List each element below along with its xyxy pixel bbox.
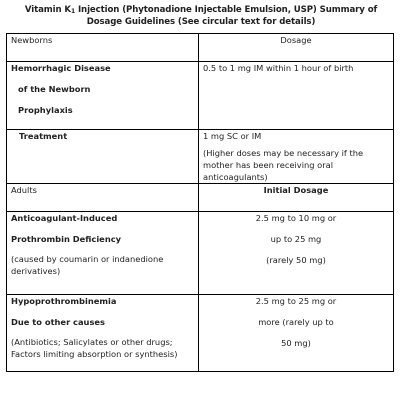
anticoagulant-cause: (caused by coumarin or indanedione derivatives) [11,254,164,276]
hypoprothrombinemia-dose3: 50 mg) [281,338,311,348]
document-title [12,5,390,28]
hemorrhagic-dose: 0.5 to 1 mg IM within 1 hour of birth [203,63,354,73]
treatment-dose: 1 mg SC or IM [203,131,262,141]
hemorrhagic-line1: Hemorrhagic Disease [11,63,111,73]
anticoagulant-line1: Anticoagulant-Induced [11,213,118,223]
anticoagulant-dose-cell [199,212,394,295]
adults-header-row [7,184,394,212]
adults-header: Adults [7,184,199,212]
dosage-header: Dosage [199,34,394,62]
hypoprothrombinemia-line2: Due to other causes [11,317,105,327]
anticoagulant-line2: Prothrombin Deficiency [11,234,122,244]
table-row-hypoprothrombinemia [7,295,394,372]
anticoagulant-dose3: (rarely 50 mg) [266,255,326,265]
hemorrhagic-dose-cell [199,62,394,130]
title-subscript: 1 [70,8,76,15]
newborns-header: Newborns [7,34,199,62]
treatment-label-cell [7,130,199,184]
table-row-hemorrhagic [7,62,394,130]
hemorrhagic-line2: of the Newborn [18,84,91,94]
hypoprothrombinemia-line1: Hypoprothrombinemia [11,296,117,306]
hemorrhagic-line3: Prophylaxis [18,105,73,115]
anticoagulant-label-cell [7,212,199,295]
treatment-label: Treatment [19,131,68,141]
treatment-dose-cell [199,130,394,184]
hypoprothrombinemia-cause: (Antibiotics; Salicylates or other drugs; Factors limiting absorption or synthesis) [11,337,178,359]
title-suffix: Injection (Phytonadione Injectable Emulsion, USP) Summary of Dosage Guidelines (See circular text for details) [75,5,378,27]
hemorrhagic-label-cell [7,62,199,130]
table-row-treatment [7,130,394,184]
table-row-anticoagulant [7,212,394,295]
title-prefix: Vitamin K [24,5,71,15]
newborns-header-row [7,34,394,62]
hypoprothrombinemia-dose1: 2.5 mg to 25 mg or [255,296,337,306]
dosage-table [6,33,394,372]
initial-dosage-header: Initial Dosage [199,184,394,212]
hypoprothrombinemia-dose2: more (rarely up to [258,317,334,327]
anticoagulant-dose1: 2.5 mg to 10 mg or [255,213,337,223]
anticoagulant-dose2: up to 25 mg [270,234,322,244]
hypoprothrombinemia-label-cell [7,295,199,372]
treatment-note: (Higher doses may be necessary if the mother has been receiving oral anticoagulants) [203,148,364,182]
hypoprothrombinemia-dose-cell [199,295,394,372]
